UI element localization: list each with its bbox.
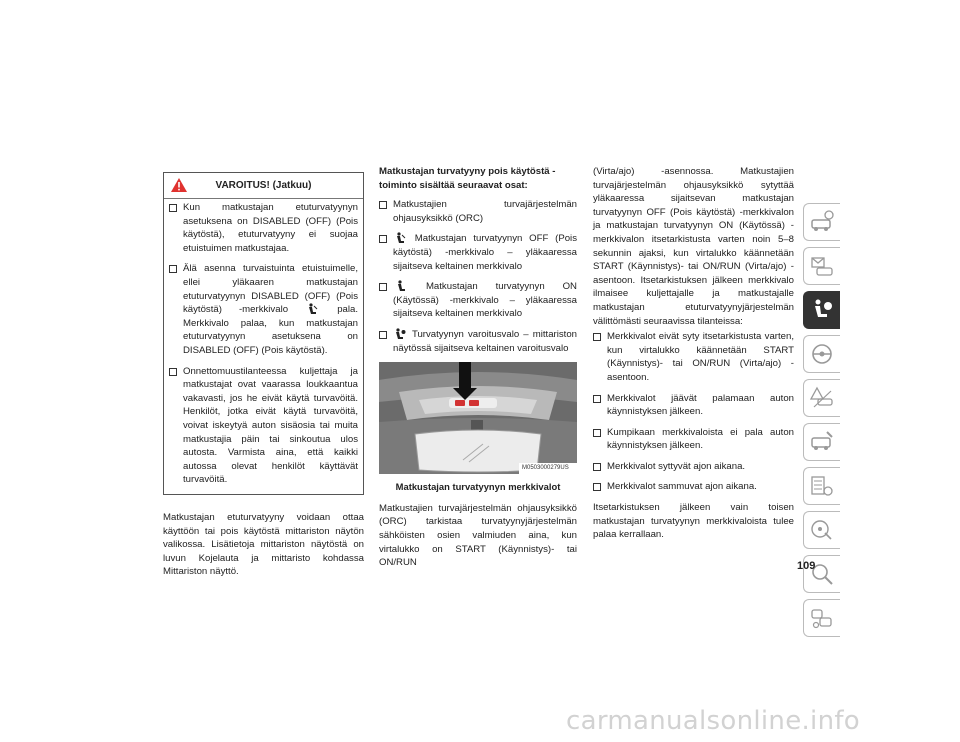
- image-caption: Matkustajan turvatyynyn merkkivalot: [395, 481, 561, 493]
- car-info-icon: [809, 209, 835, 235]
- tab-car-info[interactable]: [803, 203, 840, 241]
- bullet-icon: [379, 201, 387, 209]
- cd-nav-icon: [809, 517, 835, 543]
- column-left: [163, 172, 364, 579]
- warning-header: [164, 173, 363, 199]
- bullet-icon: [379, 331, 387, 339]
- watermark: carmanualsonline.info: [566, 706, 861, 736]
- warning-car-icon: [809, 385, 835, 411]
- mail-dashboard-icon: [809, 253, 835, 279]
- airbag-seat-icon: [809, 297, 835, 323]
- tab-service[interactable]: [803, 423, 840, 461]
- col1-paragraph: Matkustajan etuturvatyyny voidaan ottaa käyttöön tai pois käytöstä mittariston näytön valikossa. Lisätietoja mittariston näytöstä on luvun Kojelauta ja mittaristo kohdassa Mittariston näyttö.: [163, 511, 364, 578]
- overhead-console-illustration: [379, 362, 577, 474]
- tab-emergency[interactable]: [803, 379, 840, 417]
- bullet-icon: [593, 483, 601, 491]
- warning-item: Kun matkustajan etuturvatyynyn asetuksena on DISABLED (OFF) (Pois käytöstä), etuturvatyyny ei suojaa etuistuimen matkustajaa.: [169, 201, 358, 255]
- bullet-icon: [169, 368, 177, 376]
- steering-wheel-icon: [809, 341, 835, 367]
- bullet-icon: [169, 204, 177, 212]
- airbag-warning-icon: [395, 328, 406, 341]
- warning-item: Onnettomuustilanteessa kuljettaja ja matkustajat ovat vaarassa loukkaantua vakavasti, jos he eivät käytä turvavöitä. Henkilöt, jotka eivät käytä turvavöitä, voivat iskeytyä auton sisäosia tai muita matkustajia päin tai sinkoutua ulos autosta. Varmista aina, että kaikki autossa olevat henkilöt käyttävät turvavöitä.: [169, 365, 358, 487]
- col3-paragraph-2: Itsetarkistuksen jälkeen vain toisen matkustajan turvatyynyn merkkivaloista tulee palaa kerrallaan.: [593, 502, 794, 541]
- list-item: Matkustajien turvajärjestelmän ohjausyksikkö (ORC): [379, 198, 577, 225]
- bullet-icon: [379, 235, 387, 243]
- section-heading: Matkustajan turvatyyny pois käytöstä -toiminto sisältää seuraavat osat:: [379, 166, 556, 191]
- tab-safety[interactable]: [803, 291, 840, 329]
- bullet-icon: [593, 429, 601, 437]
- car-service-icon: [809, 429, 835, 455]
- list-item: Merkkivalot syttyvät ajon aikana.: [593, 460, 794, 474]
- bullet-icon: [169, 265, 177, 273]
- list-item: Matkustajan turvatyynyn ON (Käytössä) -merkkivalo – yläkaaressa sijaitseva keltainen merkkivalo: [379, 280, 577, 321]
- tab-languages[interactable]: [803, 599, 840, 637]
- tab-driving[interactable]: [803, 335, 840, 373]
- warning-triangle-icon: [170, 177, 188, 193]
- bullet-icon: [379, 283, 387, 291]
- list-item: Merkkivalot sammuvat ajon aikana.: [593, 480, 794, 494]
- list-item: Kumpikaan merkkivaloista ei pala auton käynnistyksen jälkeen.: [593, 426, 794, 453]
- tab-dashboard[interactable]: [803, 247, 840, 285]
- page-number: 109: [797, 560, 816, 572]
- list-item: Turvatyynyn varoitusvalo – mittariston näytössä sijaitseva keltainen varoitusvalo: [379, 328, 577, 355]
- warning-box: [163, 172, 364, 495]
- image-code: M0503000279US: [522, 465, 569, 472]
- airbag-on-icon: [395, 280, 406, 293]
- warning-body: [164, 199, 363, 494]
- list-settings-icon: [809, 473, 835, 499]
- languages-icon: [809, 605, 835, 631]
- indicator-photo: [379, 362, 577, 474]
- column-middle: [379, 165, 577, 570]
- col2-paragraph: Matkustajien turvajärjestelmän ohjausyksikkö (ORC) tarkistaa turvatyynyjärjestelmän sähköisten osien valmiuden aina, kun virtalukko on START (Käynnistys)- tai ON/RUN: [379, 502, 577, 569]
- bullet-icon: [593, 333, 601, 341]
- tab-specs[interactable]: [803, 467, 840, 505]
- airbag-off-icon: [307, 303, 318, 316]
- list-item: Matkustajan turvatyynyn OFF (Pois käytöstä) -merkkivalo – yläkaaressa sijaitseva keltainen merkkivalo: [379, 232, 577, 273]
- airbag-off-icon: [395, 232, 406, 245]
- list-item: Merkkivalot eivät syty itsetarkistusta varten, kun virtalukko käännetään START (Käynnistys)- tai ON/RUN (Virta/ajo) -asentoon.: [593, 330, 794, 384]
- warning-title: VAROITUS! (Jatkuu): [215, 180, 312, 191]
- warning-item: Älä asenna turvaistuinta etuistuimelle, ellei yläkaaren matkustajan etuturvatyynyn DISABLED (OFF) (Pois käytöstä) -merkkivalo pala. Merkkivalo palaa, kun matkustajan etuturvatyynyn asetuksena on DISABLED (OFF) (Pois käytöstä).: [169, 262, 358, 357]
- list-item: Merkkivalot jäävät palamaan auton käynnistyksen jälkeen.: [593, 392, 794, 419]
- bullet-icon: [593, 463, 601, 471]
- chapter-tabs: [803, 203, 839, 643]
- bullet-icon: [593, 395, 601, 403]
- column-right: [593, 165, 794, 542]
- tab-multimedia[interactable]: [803, 511, 840, 549]
- col3-paragraph-1: (Virta/ajo) -asennossa. Matkustajien turvajärjestelmän ohjausyksikkö sytyttää yläkaaressa sijaitsevan matkustajan turvatyynyn OFF (Pois käytöstä) -merkkivalon ja matkustajan turvatyynyn ON (Käytössä) -merkkivalon itsetarkistusta varten noin 5–8 sekunnin ajaksi, kun virtalukko käännetään START (Käynnistys)- tai ON/RUN (Virta/ajo) -asentoon. Itsetarkistuksen jälkeen merkkivalo ilmaisee kuljettajalle ja matkustajalle matkustajan etuturvatyynyjärjestelmän välittömästi seuraavissa tilanteissa:: [593, 166, 794, 327]
